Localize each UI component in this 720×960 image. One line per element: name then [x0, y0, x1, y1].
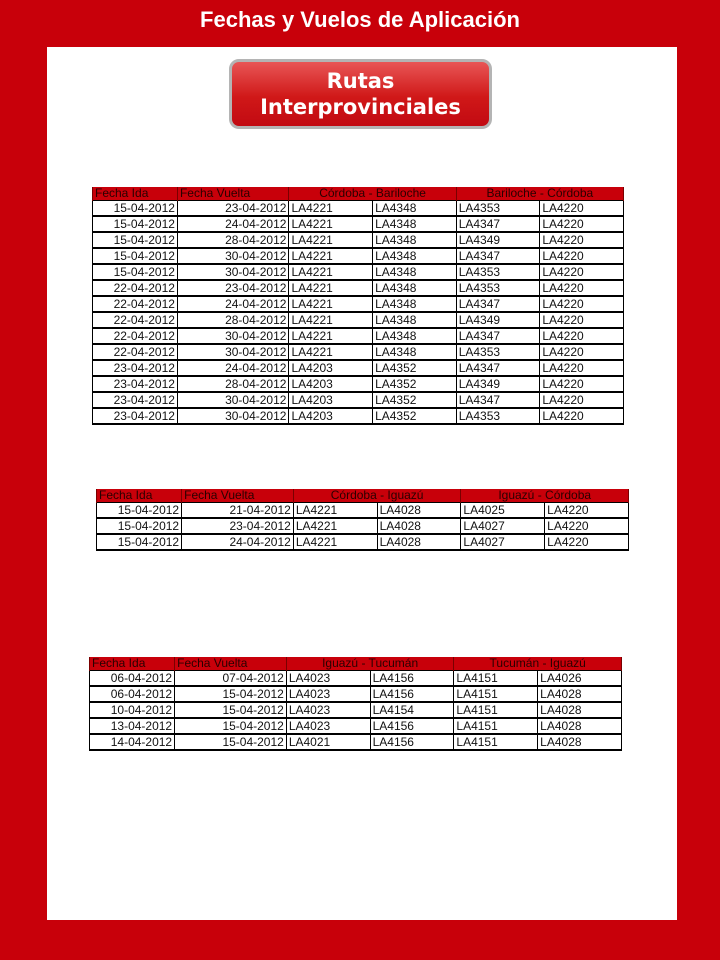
- flight-code-cell: LA4353: [456, 201, 540, 217]
- flight-code-cell: LA4348: [373, 264, 457, 280]
- content-panel: [47, 47, 677, 920]
- flight-code-cell: LA4023: [286, 718, 370, 734]
- flight-code-cell: LA4203: [289, 376, 373, 392]
- flight-code-cell: LA4221: [293, 518, 377, 534]
- flight-code-cell: LA4352: [373, 360, 457, 376]
- departure-date-cell: 13-04-2012: [90, 718, 175, 734]
- table-header-row: [93, 187, 624, 201]
- return-date-cell: 30-04-2012: [177, 264, 289, 280]
- table-row: [90, 702, 622, 718]
- flight-code-cell: LA4353: [456, 408, 540, 424]
- table-row: [97, 518, 629, 534]
- table-header-row: [90, 657, 622, 671]
- flight-code-cell: LA4220: [540, 296, 624, 312]
- table-row: [90, 718, 622, 734]
- departure-date-cell: 22-04-2012: [93, 280, 178, 296]
- return-date-cell: 21-04-2012: [182, 503, 294, 519]
- flight-code-cell: LA4221: [293, 534, 377, 550]
- flight-code-cell: LA4348: [373, 296, 457, 312]
- flight-code-cell: LA4221: [289, 328, 373, 344]
- page-title: Fechas y Vuelos de Aplicación: [200, 7, 520, 32]
- return-date-cell: 23-04-2012: [177, 201, 289, 217]
- column-header: Córdoba - Bariloche: [289, 187, 456, 201]
- cordoba-iguazu-table: [96, 489, 629, 551]
- flight-code-cell: LA4352: [373, 408, 457, 424]
- departure-date-cell: 23-04-2012: [93, 392, 178, 408]
- departure-date-cell: 15-04-2012: [97, 503, 182, 519]
- flight-code-cell: LA4203: [289, 408, 373, 424]
- departure-date-cell: 06-04-2012: [90, 671, 175, 687]
- flight-code-cell: LA4348: [373, 201, 457, 217]
- departure-date-cell: 15-04-2012: [93, 201, 178, 217]
- flight-code-cell: LA4353: [456, 264, 540, 280]
- return-date-cell: 15-04-2012: [175, 702, 287, 718]
- return-date-cell: 30-04-2012: [177, 392, 289, 408]
- table-row: [93, 201, 624, 217]
- flight-code-cell: LA4348: [373, 312, 457, 328]
- flight-code-cell: LA4151: [454, 734, 538, 750]
- table-header-row: [97, 489, 629, 503]
- flight-code-cell: LA4023: [286, 671, 370, 687]
- flight-code-cell: LA4349: [456, 232, 540, 248]
- rutas-interprovinciales-button[interactable]: [229, 59, 492, 129]
- flight-code-cell: LA4028: [538, 718, 622, 734]
- flight-code-cell: LA4221: [293, 503, 377, 519]
- column-header: Fecha Vuelta: [182, 489, 294, 503]
- return-date-cell: 28-04-2012: [177, 376, 289, 392]
- flight-code-cell: LA4348: [373, 280, 457, 296]
- flight-code-cell: LA4347: [456, 392, 540, 408]
- return-date-cell: 15-04-2012: [175, 686, 287, 702]
- column-header: Fecha Ida: [97, 489, 182, 503]
- table-row: [93, 296, 624, 312]
- flight-code-cell: LA4220: [540, 408, 624, 424]
- flight-code-cell: LA4347: [456, 296, 540, 312]
- flight-code-cell: LA4348: [373, 248, 457, 264]
- flight-code-cell: LA4026: [538, 671, 622, 687]
- flight-code-cell: LA4221: [289, 280, 373, 296]
- route-button-line2: Interprovinciales: [260, 95, 461, 119]
- flight-code-cell: LA4220: [540, 392, 624, 408]
- flight-code-cell: LA4220: [545, 518, 629, 534]
- flight-code-cell: LA4156: [370, 734, 454, 750]
- return-date-cell: 23-04-2012: [177, 280, 289, 296]
- flight-code-cell: LA4027: [461, 518, 545, 534]
- return-date-cell: 24-04-2012: [182, 534, 294, 550]
- flight-code-cell: LA4028: [538, 734, 622, 750]
- return-date-cell: 23-04-2012: [182, 518, 294, 534]
- flight-code-cell: LA4221: [289, 216, 373, 232]
- flight-code-cell: LA4221: [289, 201, 373, 217]
- flight-code-cell: LA4220: [540, 232, 624, 248]
- departure-date-cell: 23-04-2012: [93, 360, 178, 376]
- table-row: [93, 392, 624, 408]
- return-date-cell: 28-04-2012: [177, 232, 289, 248]
- table-row: [93, 376, 624, 392]
- flight-code-cell: LA4220: [540, 264, 624, 280]
- flight-code-cell: LA4221: [289, 312, 373, 328]
- flight-code-cell: LA4023: [286, 686, 370, 702]
- flight-code-cell: LA4028: [377, 503, 461, 519]
- flight-code-cell: LA4221: [289, 248, 373, 264]
- cordoba-bariloche-table: [92, 187, 624, 425]
- flight-code-cell: LA4352: [373, 376, 457, 392]
- column-header: Fecha Vuelta: [175, 657, 287, 671]
- table-row: [90, 734, 622, 750]
- flight-code-cell: LA4220: [545, 534, 629, 550]
- return-date-cell: 30-04-2012: [177, 248, 289, 264]
- flight-code-cell: LA4151: [454, 702, 538, 718]
- column-header: Córdoba - Iguazú: [293, 489, 461, 503]
- departure-date-cell: 15-04-2012: [97, 534, 182, 550]
- table-row: [90, 686, 622, 702]
- return-date-cell: 15-04-2012: [175, 734, 287, 750]
- table-row: [93, 280, 624, 296]
- departure-date-cell: 22-04-2012: [93, 328, 178, 344]
- table-row: [90, 671, 622, 687]
- flight-code-cell: LA4347: [456, 360, 540, 376]
- flight-code-cell: LA4028: [538, 686, 622, 702]
- flight-code-cell: LA4154: [370, 702, 454, 718]
- flight-code-cell: LA4220: [540, 248, 624, 264]
- departure-date-cell: 22-04-2012: [93, 344, 178, 360]
- flight-code-cell: LA4349: [456, 312, 540, 328]
- flight-code-cell: LA4348: [373, 328, 457, 344]
- departure-date-cell: 15-04-2012: [93, 232, 178, 248]
- departure-date-cell: 06-04-2012: [90, 686, 175, 702]
- flight-code-cell: LA4353: [456, 280, 540, 296]
- flight-code-cell: LA4151: [454, 718, 538, 734]
- flight-code-cell: LA4352: [373, 392, 457, 408]
- flight-code-cell: LA4156: [370, 671, 454, 687]
- table-row: [93, 232, 624, 248]
- flight-code-cell: LA4027: [461, 534, 545, 550]
- departure-date-cell: 14-04-2012: [90, 734, 175, 750]
- table-row: [93, 248, 624, 264]
- departure-date-cell: 23-04-2012: [93, 408, 178, 424]
- flight-code-cell: LA4028: [377, 518, 461, 534]
- column-header: Iguazú - Córdoba: [461, 489, 629, 503]
- flight-code-cell: LA4025: [461, 503, 545, 519]
- flight-code-cell: LA4221: [289, 232, 373, 248]
- iguazu-tucuman-table: [89, 657, 622, 751]
- flight-code-cell: LA4353: [456, 344, 540, 360]
- flight-code-cell: LA4220: [540, 280, 624, 296]
- flight-code-cell: LA4220: [540, 312, 624, 328]
- return-date-cell: 30-04-2012: [177, 344, 289, 360]
- flight-code-cell: LA4028: [377, 534, 461, 550]
- return-date-cell: 24-04-2012: [177, 216, 289, 232]
- flight-code-cell: LA4156: [370, 718, 454, 734]
- flight-code-cell: LA4220: [540, 328, 624, 344]
- return-date-cell: 15-04-2012: [175, 718, 287, 734]
- flight-code-cell: LA4220: [540, 344, 624, 360]
- table-row: [93, 328, 624, 344]
- flight-code-cell: LA4348: [373, 216, 457, 232]
- flight-code-cell: LA4028: [538, 702, 622, 718]
- table-row: [97, 534, 629, 550]
- flight-code-cell: LA4203: [289, 360, 373, 376]
- flight-code-cell: LA4220: [540, 360, 624, 376]
- flight-code-cell: LA4220: [545, 503, 629, 519]
- flight-code-cell: LA4348: [373, 344, 457, 360]
- departure-date-cell: 10-04-2012: [90, 702, 175, 718]
- departure-date-cell: 15-04-2012: [93, 248, 178, 264]
- column-header: Tucumán - Iguazú: [454, 657, 622, 671]
- flight-code-cell: LA4021: [286, 734, 370, 750]
- departure-date-cell: 15-04-2012: [93, 264, 178, 280]
- flight-code-cell: LA4023: [286, 702, 370, 718]
- column-header: Iguazú - Tucumán: [286, 657, 454, 671]
- flight-code-cell: LA4203: [289, 392, 373, 408]
- column-header: Fecha Vuelta: [177, 187, 289, 201]
- departure-date-cell: 22-04-2012: [93, 296, 178, 312]
- flight-code-cell: LA4220: [540, 201, 624, 217]
- flight-code-cell: LA4221: [289, 296, 373, 312]
- flight-code-cell: LA4348: [373, 232, 457, 248]
- departure-date-cell: 15-04-2012: [97, 518, 182, 534]
- table-row: [97, 503, 629, 519]
- return-date-cell: 28-04-2012: [177, 312, 289, 328]
- table-row: [93, 264, 624, 280]
- departure-date-cell: 15-04-2012: [93, 216, 178, 232]
- table-row: [93, 312, 624, 328]
- flight-code-cell: LA4347: [456, 216, 540, 232]
- flight-code-cell: LA4349: [456, 376, 540, 392]
- flight-code-cell: LA4347: [456, 328, 540, 344]
- departure-date-cell: 22-04-2012: [93, 312, 178, 328]
- column-header: Bariloche - Córdoba: [456, 187, 623, 201]
- return-date-cell: 30-04-2012: [177, 328, 289, 344]
- flight-code-cell: LA4151: [454, 686, 538, 702]
- column-header: Fecha Ida: [90, 657, 175, 671]
- return-date-cell: 07-04-2012: [175, 671, 287, 687]
- column-header: Fecha Ida: [93, 187, 178, 201]
- table-row: [93, 408, 624, 424]
- return-date-cell: 24-04-2012: [177, 360, 289, 376]
- route-button-line1: Rutas: [326, 69, 395, 93]
- flight-code-cell: LA4347: [456, 248, 540, 264]
- flight-code-cell: LA4221: [289, 264, 373, 280]
- flight-code-cell: LA4220: [540, 376, 624, 392]
- table-row: [93, 344, 624, 360]
- flight-code-cell: LA4220: [540, 216, 624, 232]
- return-date-cell: 30-04-2012: [177, 408, 289, 424]
- departure-date-cell: 23-04-2012: [93, 376, 178, 392]
- return-date-cell: 24-04-2012: [177, 296, 289, 312]
- flight-code-cell: LA4151: [454, 671, 538, 687]
- table-row: [93, 216, 624, 232]
- flight-code-cell: LA4221: [289, 344, 373, 360]
- table-row: [93, 360, 624, 376]
- flight-code-cell: LA4156: [370, 686, 454, 702]
